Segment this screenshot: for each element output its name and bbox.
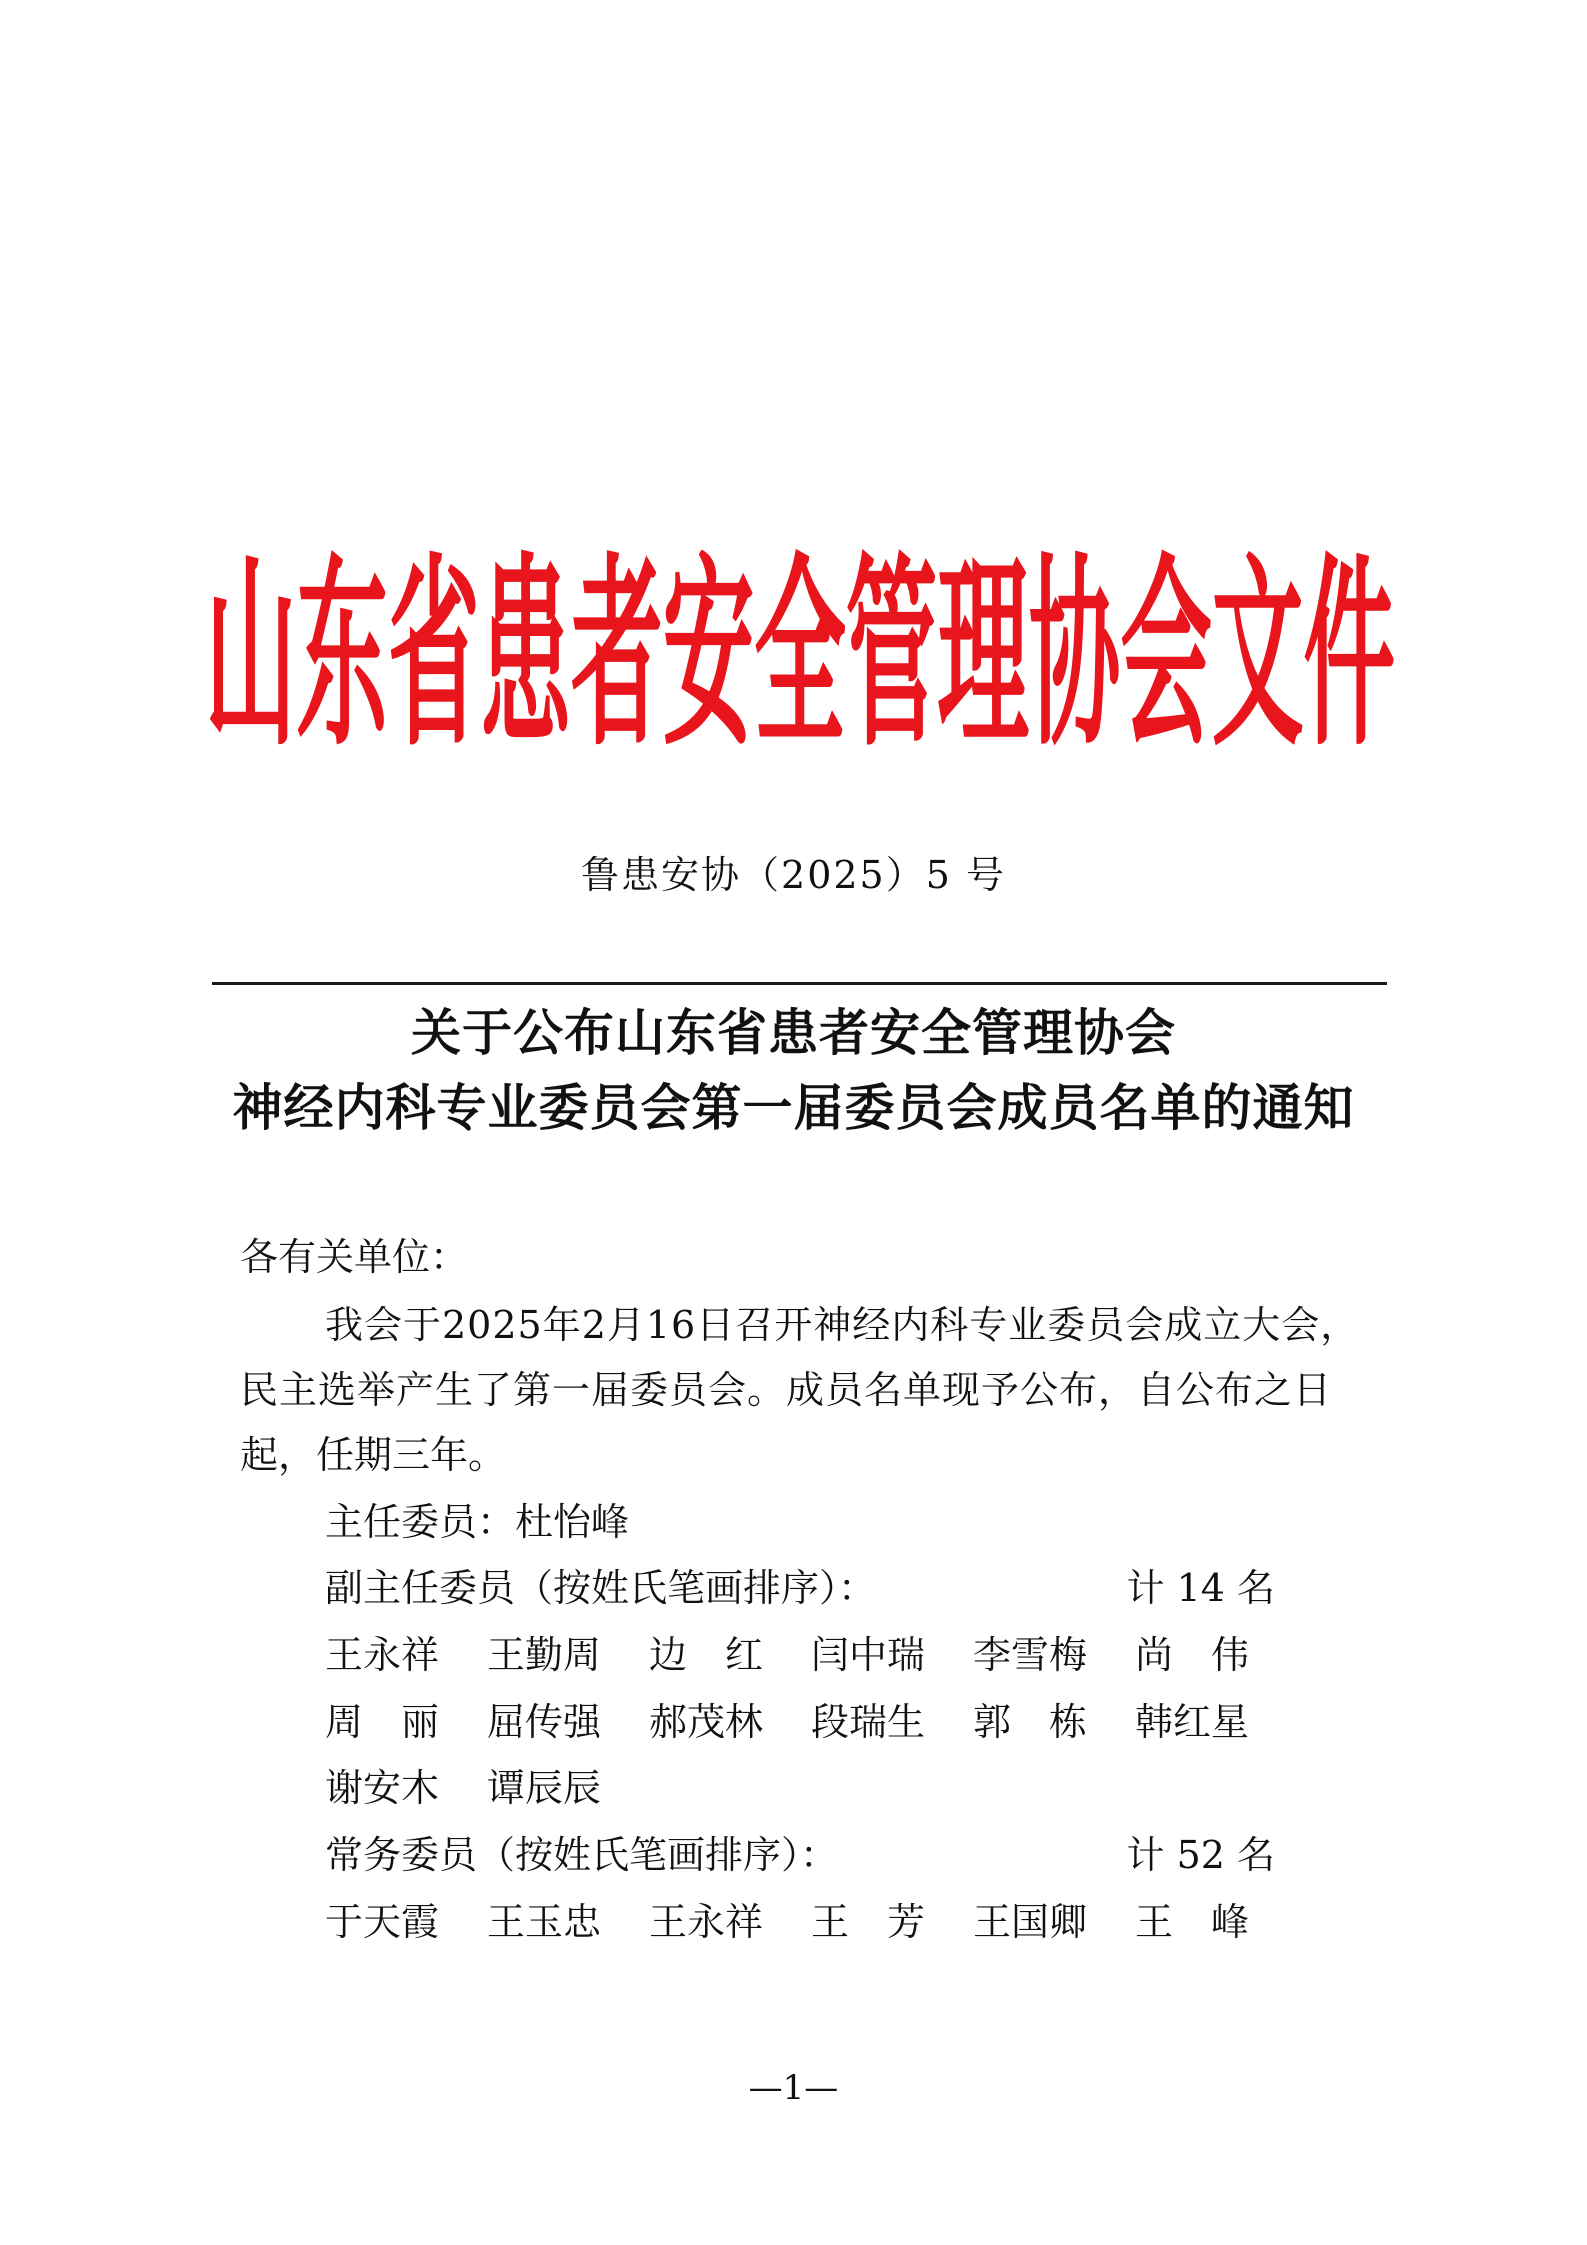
standing-members-heading	[325, 1830, 1275, 1880]
org-header-title: 山东省患者安全管理协会文件	[205, 535, 1395, 775]
member-name: 尚 伟	[1135, 1633, 1250, 1677]
member-name: 边 红	[649, 1633, 764, 1677]
member-name: 王永祥	[649, 1900, 764, 1944]
member-name: 王 峰	[1135, 1900, 1250, 1944]
document-number: 鲁患安协（2025）5 号	[581, 853, 1006, 897]
member-name: 王 芳	[811, 1900, 926, 1944]
paragraph-line-1: 我会于2025年2月16日召开神经内科专业委员会成立大会，	[325, 1303, 1360, 1347]
paragraph-line-3: 起，任期三年。	[240, 1433, 507, 1477]
notice-title-line-2: 神经内科专业委员会第一届委员会成员名单的通知	[232, 1079, 1355, 1137]
member-name: 周 丽	[325, 1700, 440, 1744]
member-name: 谢安木	[325, 1766, 440, 1810]
member-name: 屈传强	[487, 1700, 602, 1744]
notice-title-line-1: 关于公布山东省患者安全管理协会	[411, 1004, 1176, 1062]
member-name: 郭 栋	[973, 1700, 1088, 1744]
vice-directors-row	[325, 1630, 1285, 1680]
director-line: 主任委员：杜怡峰	[325, 1500, 630, 1544]
vice-directors-count: 计 14 名	[1126, 1566, 1275, 1610]
vice-directors-row	[325, 1697, 1285, 1747]
member-name: 郝茂林	[649, 1700, 764, 1744]
member-name: 段瑞生	[811, 1700, 926, 1744]
member-name: 王玉忠	[487, 1900, 602, 1944]
standing-members-heading-label: 常务委员（按姓氏笔画排序）：	[325, 1833, 839, 1877]
member-name: 韩红星	[1135, 1700, 1250, 1744]
member-name: 王永祥	[325, 1633, 440, 1677]
paragraph-line-2: 民主选举产生了第一届委员会。成员名单现予公布，自公布之日	[240, 1368, 1333, 1412]
member-name: 闫中瑞	[811, 1633, 926, 1677]
vice-directors-row	[325, 1763, 1285, 1813]
vice-directors-heading	[325, 1563, 1275, 1613]
standing-members-count: 计 52 名	[1126, 1833, 1275, 1877]
salutation: 各有关单位：	[240, 1235, 469, 1279]
member-name: 于天霞	[325, 1900, 440, 1944]
standing-members-row	[325, 1897, 1285, 1947]
header-divider	[212, 982, 1387, 985]
page-number: —1—	[748, 2068, 839, 2108]
member-name: 李雪梅	[973, 1633, 1088, 1677]
member-name: 谭辰辰	[487, 1766, 602, 1810]
member-name: 王国卿	[973, 1900, 1088, 1944]
vice-directors-heading-label: 副主任委员（按姓氏笔画排序）：	[325, 1566, 877, 1610]
member-name: 王勤周	[487, 1633, 602, 1677]
